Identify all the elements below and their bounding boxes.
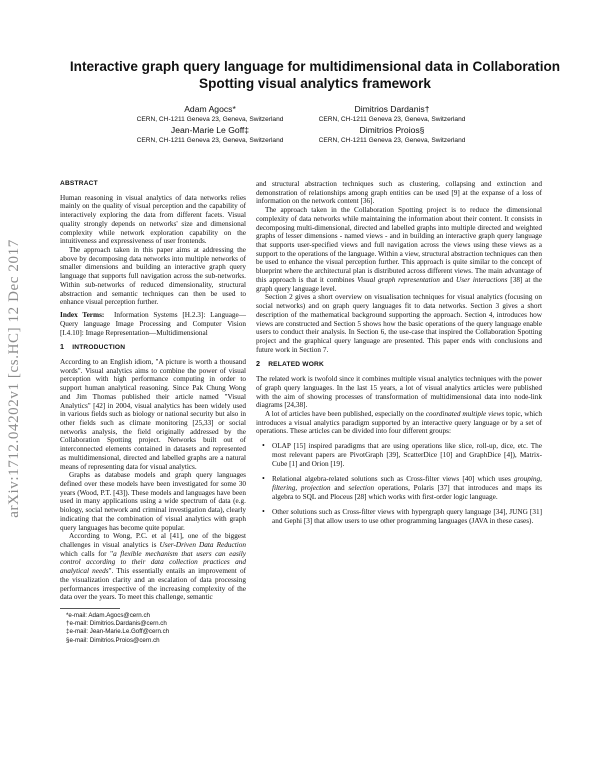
author-affiliation: CERN, CH-1211 Geneva 23, Geneva, Switzerland xyxy=(318,116,466,123)
arxiv-id-text: arXiv:1712.04202v1 [cs.HC] 12 Dec 2017 xyxy=(5,238,22,518)
list-item: • OLAP [15] inspired paradigms that are using operations like slice, roll-up, dice, etc. The most relevant papers are PivotGraph [39], ScatterDice [10] and GraphDice [4]), Matrix-Cube [1] and Orion [19]. xyxy=(256,442,542,468)
author-name: Dimitrios Dardanis† xyxy=(354,104,430,114)
footnote: *e-mail: Adam.Agocs@cern.ch xyxy=(66,612,151,620)
author-name: Dimitrios Proios§ xyxy=(359,125,425,135)
intro-paragraph: According to Wong, P.C. et al [41], one of the biggest challenges in visual analytics is User-Driven Data Reduction which calls for "a flexible mechanism that users can easily control according to their data collection practices and analytical needs". This essentially entails an improvement of the visualization clarity and an escalation of data processing performances irrespective of the increasing complexity of the data over the years. To meet this challenge, semantic xyxy=(60,532,247,602)
related-work-paragraph: A lot of articles have been published, especially on the coordinated multiple views topic, which introduces a visual analytics paradigm supported by an interactive query language or by a set of operations. These articles can be divided into four different groups: xyxy=(256,409,542,436)
author-affiliation: CERN, CH-1211 Geneva 23, Geneva, Switzerland xyxy=(318,137,466,144)
body-paragraph: The approach taken in the Collaboration Spotting project is to reduce the dimensional complexity of data networks while maintaining the information about their content. It consists in decomposing multi-dimensional, directed and labelled graphs into multiple directed and weighted graphs of lesser dimensions - named views - and in building an interactive graph query language that supports user-specified views and full navigation across the views using these views as a support to the operations of the language. Within a view, structural abstraction techniques can then be used to enhance the visual perception further. This approach is quite similar to the concept of blueprint where the architectural plan is distributed across different views. The main advantage of this approach is that it combines Visual graph representation and User interactions [38] at the graph query language level. xyxy=(256,206,543,293)
author-block-4 xyxy=(312,125,472,145)
index-terms-label: Index Terms: xyxy=(60,311,105,320)
abstract-heading: ABSTRACT xyxy=(60,180,98,187)
footnote: ‡e-mail: Jean-Marie.Le.Goff@cern.ch xyxy=(66,628,170,636)
intro-paragraph: Graphs as database models and graph query languages defined over these models have been investigated for some 30 years (Wood, P.T. [43]). These models and languages have been used in many applications using a wide spectrum of data (e.g. biology, social network and criminal investigation data), clearly indicating that the combination of visual analytics with graph query languages has become quite popular. xyxy=(60,471,246,532)
footnote-rule xyxy=(60,608,120,609)
paper-title: Interactive graph query language for multidimensional data in Collaboration Spotting visual analytics framework xyxy=(69,59,561,91)
author-affiliation: CERN, CH-1211 Geneva 23, Geneva, Switzerland xyxy=(136,116,284,123)
author-name: Jean-Marie Le Goff‡ xyxy=(170,125,250,135)
abstract-paragraph: Human reasoning in visual analytics of data networks relies mainly on the quality of visual perception and the capability of interactively exploring the data from different facets. Visual quality strongly depends on networks' size and dimensional complexity while network exploration capability on the intuitiveness and expressiveness of user frontends. xyxy=(60,193,246,246)
related-work-paragraph: The related work is twofold since it combines multiple visual analytics techniques with the power of graph query languages. In the last 15 years, a lot of visual analytics articles were published with the aim of showing processes of transformation of multidimensional data into node-link diagrams [24,38]. xyxy=(256,375,542,410)
body-paragraph: and structural abstraction techniques such as clustering, collapsing and extinction and demonstration of relationships among graph entities can be used [9] at the expanse of a loss of information on the network content [36]. xyxy=(256,180,542,206)
list-item: • Relational algebra-related solutions such as Cross-filter views [40] which uses grouping, filtering, projection and selection operations, Polaris [37] that introduces and maps its algebra to SQL and Ploceus [28] which works with first-order logic language. xyxy=(256,475,542,501)
author-block-1 xyxy=(130,104,290,124)
list-item: • Other solutions such as Cross-filter views with hypergraph query language [34], JUNG [31] and Gephi [3] that allow users to use other programming languages (JAVA in these cases). xyxy=(256,508,542,525)
index-terms-text: Information Systems [H.2.3]: Language—Query language Image Processing and Computer Vision [I.4.10]: Image Representation—Multidimensional xyxy=(60,311,246,337)
right-column-content xyxy=(256,180,542,533)
author-affiliation: CERN, CH-1211 Geneva 23, Geneva, Switzerland xyxy=(136,137,284,144)
section-heading-related-work: 2 RELATED WORK xyxy=(256,359,324,369)
author-block-2 xyxy=(312,104,472,124)
abstract-paragraph: The approach taken in this paper aims at addressing the above by decomposing data networks into multiple networks of smaller dimensions and building an interactive graph query language that supports full navigation across the sub-networks. Within sub-networks of reduced dimensionality, structural abstraction and semantic techniques can then be used to enhance visual perception further. xyxy=(60,246,246,307)
footnote: †e-mail: Dimitrios.Dardanis@cern.ch xyxy=(66,620,167,628)
index-terms xyxy=(60,311,246,337)
author-block-3 xyxy=(130,125,290,145)
left-column xyxy=(60,180,246,645)
footnote: §e-mail: Dimitrios.Proios@cern.ch xyxy=(66,636,160,644)
related-work-list xyxy=(256,442,542,526)
body-paragraph: Section 2 gives a short overview on visualisation techniques for visual analytics (focusing on social networks) and on graph query languages fit to data networks. Section 3 gives a short description of the mathematical background supporting the approach. Section 4, introduces how views are constructed and Section 5 shows how the basic operations of the query language enable users to conduct their analysis. In Section 6, the use-case that inspired the Collaboration Spotting project and the graphical query language are presented. This paper ends with conclusions and future work in Section 7. xyxy=(256,293,542,354)
arxiv-identifier xyxy=(3,148,25,608)
author-name: Adam Agocs* xyxy=(184,104,236,114)
intro-paragraph: According to an English idiom, "A picture is worth a thousand words". Visual analytics aims to combine the power of visual perception with high performance computing in order to support human analytical reasoning. Since Pak Chung Wong and Jim Thomas published their article named "Visual Analytics" [42] in 2004, visual analytics has been widely used in various fields such as biology or national security but also in other fields such as climate monitoring [25,33] or social networks analysis, the field originally addressed by the Collaboration Spotting project. Networks built out of interconnected elements contained in datasets and represented as multidimensional, directed and labelled graphs are a natural means of representing data for visual analytics. xyxy=(60,357,246,471)
section-heading-introduction: 1 INTRODUCTION xyxy=(60,342,126,352)
